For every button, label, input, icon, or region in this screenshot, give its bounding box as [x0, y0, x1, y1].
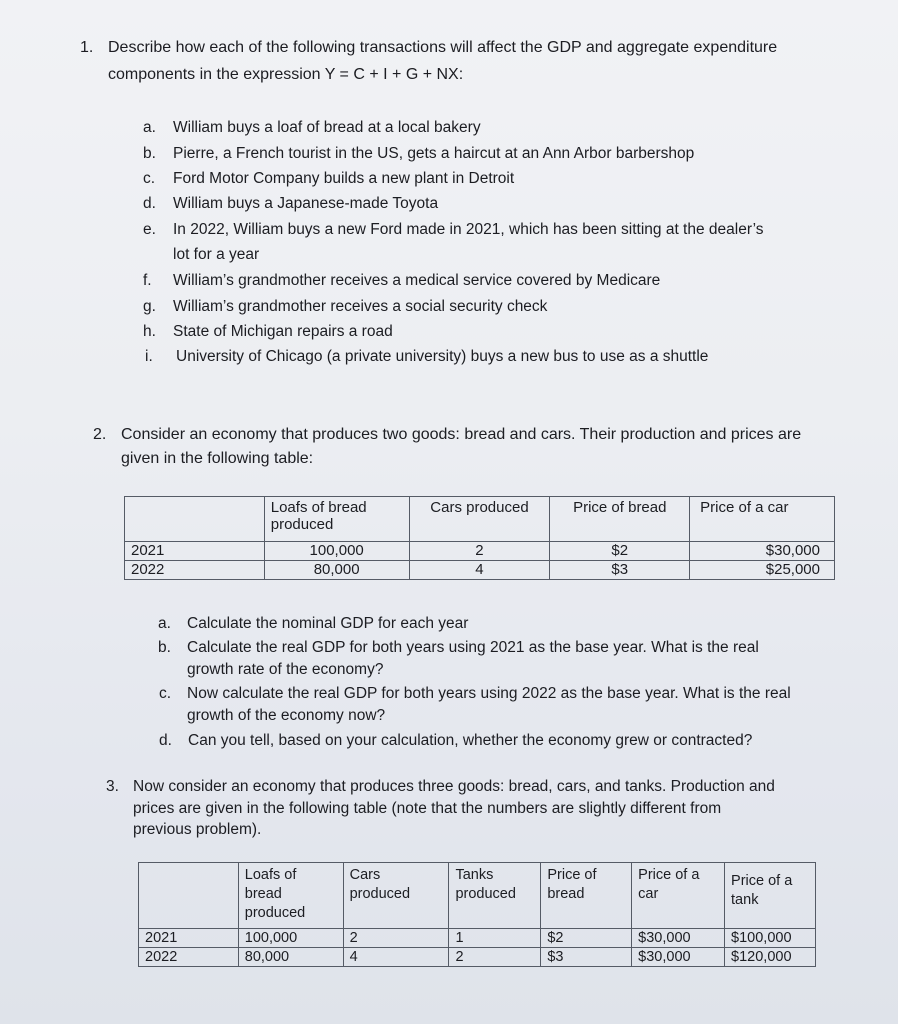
- q1-item-text: Ford Motor Company builds a new plant in Detroit: [173, 170, 515, 187]
- q1-item-text-cont: lot for a year: [173, 246, 260, 263]
- q2-item-text: Now calculate the real GDP for both years using 2022 as the base year. What is the real: [187, 685, 791, 702]
- header-tanks-line1: Tanks: [455, 867, 494, 883]
- header-cell-empty: [139, 863, 239, 929]
- header-cell-cars: [343, 863, 449, 929]
- q1-item-letter: c.: [143, 170, 156, 187]
- q2-item-letter: d.: [159, 732, 172, 749]
- header-price-car-line2: car: [638, 886, 659, 902]
- header-bread-line1: Loafs of bread: [270, 499, 367, 516]
- cell-tanks: 1: [449, 929, 541, 948]
- q1-number: 1.: [80, 39, 94, 56]
- cell-year: 2021: [125, 542, 265, 561]
- header-cell-price-tank: [725, 863, 816, 929]
- header-cell-price-car: [632, 863, 725, 929]
- q1-item-letter: f.: [143, 272, 152, 289]
- q1-item-letter: h.: [143, 323, 156, 340]
- cell-price-tank: $100,000: [725, 929, 816, 948]
- cell-price-car: $30,000: [632, 929, 725, 948]
- q2-item-text-cont: growth rate of the economy?: [187, 661, 384, 678]
- q2-item-letter: c.: [159, 685, 172, 702]
- q1-prompt-line2: components in the expression Y = C + I + G + NX:: [108, 66, 464, 83]
- cell-year: 2022: [125, 561, 265, 580]
- header-price-tank-line1: Price of a: [731, 873, 793, 889]
- cell-bread: 80,000: [238, 948, 343, 967]
- cell-bread: 100,000: [264, 542, 409, 561]
- header-tanks-line2: produced: [455, 886, 516, 902]
- q2-item-text: Calculate the real GDP for both years using 2021 as the base year. What is the real: [187, 639, 759, 656]
- q2-item-letter: a.: [158, 615, 171, 632]
- q2-prompt-line2: given in the following table:: [121, 450, 314, 467]
- q1-item-text: William’s grandmother receives a social security check: [173, 298, 548, 315]
- header-price-car-line1: Price of a: [638, 867, 700, 883]
- q2-item-text: Can you tell, based on your calculation, whether the economy grew or contracted?: [188, 732, 753, 749]
- header-price-bread-line1: Price of: [547, 867, 597, 883]
- cell-price-bread: $3: [550, 561, 690, 580]
- q1-item-text: William’s grandmother receives a medical service covered by Medicare: [173, 272, 661, 289]
- cell-price-car: $30,000: [690, 542, 835, 561]
- q2-item-letter: b.: [158, 639, 171, 656]
- header-cell-price-bread: Price of bread: [550, 497, 690, 542]
- cell-bread: 80,000: [264, 561, 409, 580]
- header-cell-bread: [238, 863, 343, 929]
- header-cars-line2: produced: [349, 886, 411, 902]
- header-price-bread-line2: bread: [547, 886, 585, 902]
- q2-number: 2.: [93, 426, 107, 443]
- q3-prompt-line3: previous problem).: [133, 821, 262, 838]
- q1-item-letter: b.: [143, 145, 156, 162]
- header-price-tank-line2: tank: [731, 892, 759, 908]
- q1-item-text: University of Chicago (a private university) buys a new bus to use as a shuttle: [176, 348, 709, 365]
- q3-number: 3.: [106, 778, 119, 795]
- q3-prompt-line2: prices are given in the following table (note that the numbers are slightly different from: [133, 800, 722, 817]
- cell-price-tank: $120,000: [725, 948, 816, 967]
- q1-item-letter: d.: [143, 195, 156, 212]
- q1-item-text: In 2022, William buys a new Ford made in 2021, which has been sitting at the dealer’s: [173, 221, 764, 238]
- table-row: [139, 929, 816, 948]
- cell-price-bread: $2: [550, 542, 690, 561]
- cell-tanks: 2: [449, 948, 541, 967]
- cell-price-bread: $3: [541, 948, 632, 967]
- q1-item-text: State of Michigan repairs a road: [173, 323, 393, 340]
- q3-production-table: [138, 862, 816, 967]
- cell-cars: 2: [409, 542, 550, 561]
- cell-year: 2021: [139, 929, 239, 948]
- q2-item-text-cont: growth of the economy now?: [187, 707, 386, 724]
- header-cell-tanks: [449, 863, 541, 929]
- cell-price-bread: $2: [541, 929, 632, 948]
- cell-bread: 100,000: [238, 929, 343, 948]
- header-cell-empty: [125, 497, 265, 542]
- table-row: [139, 948, 816, 967]
- header-cars-line1: Cars: [349, 867, 381, 883]
- header-bread-line1: Loafs of: [244, 867, 297, 883]
- q1-item-text: Pierre, a French tourist in the US, gets a haircut at an Ann Arbor barbershop: [173, 145, 695, 162]
- q1-item-text: William buys a loaf of bread at a local bakery: [173, 119, 481, 136]
- q2-prompt-line1: Consider an economy that produces two goods: bread and cars. Their production and prices are: [121, 426, 802, 443]
- cell-price-car: $25,000: [690, 561, 835, 580]
- cell-price-car: $30,000: [632, 948, 725, 967]
- q2-item-text: Calculate the nominal GDP for each year: [187, 615, 469, 632]
- header-cell-price-bread: [541, 863, 632, 929]
- table-row: [125, 542, 835, 561]
- cell-cars: 2: [343, 929, 449, 948]
- header-bread-line3: produced: [244, 905, 306, 921]
- q1-prompt-line1: Describe how each of the following transactions will affect the GDP and aggregate expenditure: [108, 39, 778, 56]
- header-bread-line2: bread: [244, 886, 282, 902]
- q1-item-letter: g.: [143, 298, 156, 315]
- table-row: [125, 561, 835, 580]
- header-cell-cars: Cars produced: [409, 497, 550, 542]
- table-header-row: [125, 497, 835, 542]
- q1-item-text: William buys a Japanese-made Toyota: [173, 195, 439, 212]
- header-bread-line2: produced: [270, 516, 334, 533]
- q1-item-letter: e.: [143, 221, 156, 238]
- cell-cars: 4: [343, 948, 449, 967]
- q3-prompt-line1: Now consider an economy that produces three goods: bread, cars, and tanks. Production and: [133, 778, 775, 795]
- header-cell-price-car: Price of a car: [690, 497, 835, 542]
- cell-cars: 4: [409, 561, 550, 580]
- table-header-row: [139, 863, 816, 929]
- q1-item-letter: i.: [145, 348, 153, 365]
- q1-item-letter: a.: [143, 119, 156, 136]
- cell-year: 2022: [139, 948, 239, 967]
- header-cell-bread: [264, 497, 409, 542]
- q2-production-table: [124, 496, 835, 580]
